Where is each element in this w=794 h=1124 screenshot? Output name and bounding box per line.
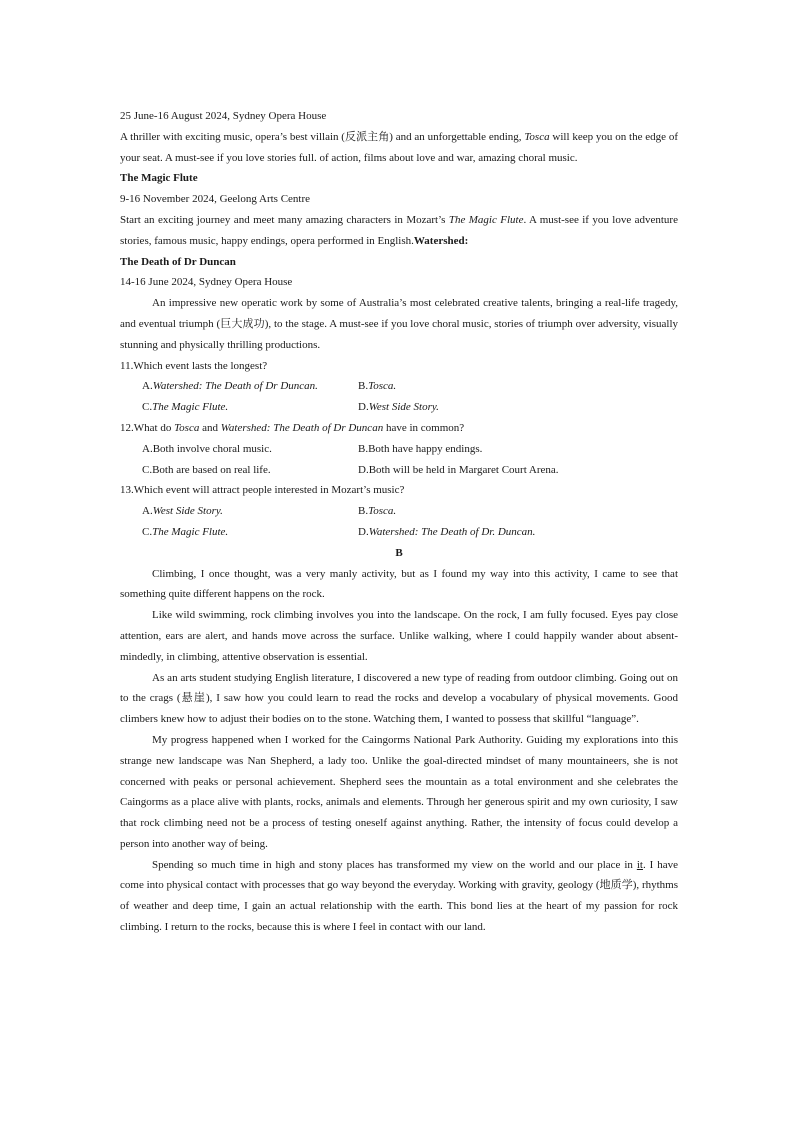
duncan-title: The Death of Dr Duncan <box>120 255 236 268</box>
underlined-word: it <box>636 858 643 871</box>
option-b[interactable]: B.Both have happy endings. <box>358 442 483 455</box>
flute-desc-text-end: . A must-see if you love adventure stories, famous music, happy endings, opera performed in English. <box>120 213 678 247</box>
flute-desc-text: Start an exciting journey and meet many amazing characters in Mozart’s <box>120 213 449 226</box>
passage-paragraph-5: Spending so much time in high and stony places has transformed my view on the world and our place in it. I have come into physical contact with processes that go way beyond the everyday. Working with gravity, geology (地质学), rhythms of weather and deep time, I gain an actual relationship with the earth. This bond lies at the heart of my passion for rock climbing. I return to the rocks, because this is where I feel in contact with our land. <box>120 858 679 934</box>
tosca-desc-text: A thriller with exciting music, opera’s best villain (反派主角) and an unforgettable ending, <box>120 130 525 143</box>
passage-paragraph-3: As an arts student studying English literature, I discovered a new type of reading from outdoor climbing. Going out on to the crags (悬崖), I saw how you could learn to read the rocks and develop a vocabulary of physical movements. Good climbers knew how to adjust their bodies on to the stone. Watching them, I wanted to possess that skillful “language”. <box>120 671 678 726</box>
option-d[interactable]: D.West Side Story. <box>358 401 439 414</box>
question-11-options-row-1 <box>120 376 678 397</box>
question-11-options-row-2 <box>120 397 678 418</box>
question-13-options-row-1 <box>120 501 678 522</box>
flute-title-inline: The Magic Flute <box>448 213 524 226</box>
passage-paragraph-2: Like wild swimming, rock climbing involves you into the landscape. On the rock, I am fully focused. Eyes pay close attention, ears are alert, and hands move across the surface. Unlike walking, where I could happily wander about absent-mindedly, in climbing, attentive observation is essential. <box>120 609 678 663</box>
question-13-options-row-2 <box>120 522 678 543</box>
option-c[interactable]: C.The Magic Flute. <box>142 401 229 414</box>
section-b-heading: B <box>395 546 403 559</box>
option-a[interactable]: A.West Side Story. <box>142 505 223 518</box>
option-d[interactable]: D.Both will be held in Margaret Court Arena. <box>358 463 559 476</box>
tosca-title-inline: Tosca <box>524 130 550 143</box>
flute-date: 9-16 November 2024, Geelong Arts Centre <box>120 193 311 206</box>
flute-description <box>120 210 678 252</box>
flute-title: The Magic Flute <box>120 172 198 185</box>
passage-paragraph-4: My progress happened when I worked for the Caingorms National Park Authority. Guiding my explorations into this strange new landscape was Nan Shepherd, a lady too. Unlike the goal-directed mindset of many mountaineers, she is not concerned with peaks or personal achievement. Shepherd sees the mountain as a total environment and she celebrates the Caingorms as a place alive with plants, rocks, animals and elements. Through her generous spirit and my own curiosity, I saw that rock climbing need not be a process of testing oneself against anything. Rather, the intensity of focus could develop a person into another way of being. <box>120 733 678 850</box>
option-c[interactable]: C.Both are based on real life. <box>142 463 271 476</box>
watershed-heading: Watershed: <box>413 234 469 247</box>
passage-paragraph-1: Climbing, I once thought, was a very manly activity, but as I found my way into this activity, I came to see that something quite different happens on the rock. <box>120 567 678 601</box>
tosca-description <box>120 127 678 169</box>
option-b[interactable]: B.Tosca. <box>358 380 397 393</box>
tosca-desc-text-end: will keep you on the edge of your seat. A must-see if you love stories full. of action, films about love and war, amazing choral music. <box>120 130 678 164</box>
option-c[interactable]: C.The Magic Flute. <box>142 525 229 538</box>
question-12-stem: 12.What do Tosca and Watershed: The Death of Dr Duncan have in common? <box>120 421 465 434</box>
document-page <box>120 106 678 938</box>
option-b[interactable]: B.Tosca. <box>358 505 397 518</box>
duncan-date: 14-16 June 2024, Sydney Opera House <box>120 276 293 289</box>
option-a[interactable]: A.Watershed: The Death of Dr Duncan. <box>142 380 318 393</box>
tosca-date: 25 June-16 August 2024, Sydney Opera House <box>120 110 327 122</box>
duncan-description: An impressive new operatic work by some of Australia’s most celebrated creative talents, bringing a real-life tragedy, and eventual triumph (巨大成功), to the stage. A must-see if you love choral music, stories of triumph over adversity, visually stunning and physically thrilling productions. <box>120 297 678 351</box>
option-a[interactable]: A.Both involve choral music. <box>142 442 272 455</box>
question-12-options-row-1 <box>120 439 678 460</box>
question-11-stem: 11.Which event lasts the longest? <box>120 359 268 372</box>
question-13-stem: 13.Which event will attract people interested in Mozart’s music? <box>120 484 405 497</box>
option-d[interactable]: D.Watershed: The Death of Dr. Duncan. <box>358 525 536 538</box>
question-12-options-row-2 <box>120 460 678 481</box>
